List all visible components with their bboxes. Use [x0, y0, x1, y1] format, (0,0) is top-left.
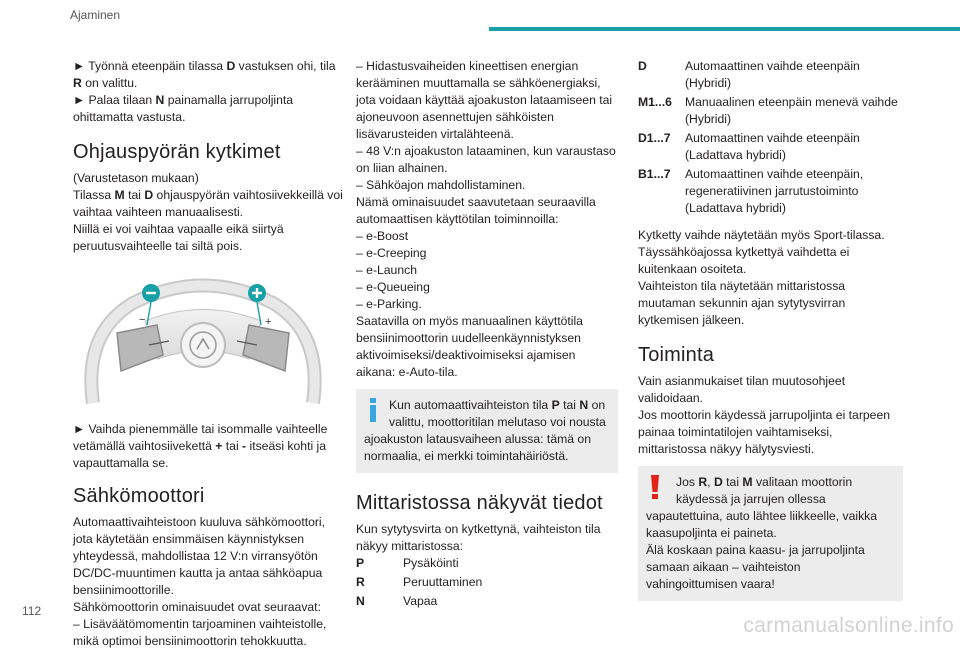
- mode-item: – e-Creeping: [356, 246, 427, 260]
- warning-icon: [646, 474, 664, 500]
- electric-mode-note: Täyssähköajossa kytkettyä vaihdetta ei kuitenkaan osoiteta.: [638, 245, 850, 276]
- gear-definition: N Vapaa: [356, 594, 438, 608]
- steering-wheel-drawing: [73, 263, 335, 413]
- operation-alert-text: Jos moottorin käydessä jarrupoljinta ei tarpeen painaa toimintatilojen vaihtamiseksi, mittaristossa näkyy hälytysviesti.: [638, 408, 891, 456]
- feature-item: – Hidastusvaiheiden kineettisen energian kerääminen muuttamalla se sähköenergiaksi, jota voidaan käyttää ajoakuston lataamiseen tai ajoneuvoon asennettujen sähköisten lisävarusteiden virtalähteenä.: [356, 59, 613, 141]
- page-number: 112: [22, 604, 42, 618]
- gear-definition: M1...6 Manuaalinen eteenpäin menevä vaihde (Hybridi): [638, 95, 898, 126]
- info-icon: [364, 397, 382, 423]
- running-header: Ajaminen: [70, 8, 121, 22]
- paddle-limitation: Niillä ei voi vaihtaa vapaalle eikä siirtyä peruutusvaihteelle tai siltä pois.: [73, 222, 284, 253]
- heading-instrument-info: Mittaristossa näkyvät tiedot: [356, 492, 603, 514]
- watermark: carmanualsonline.info: [743, 614, 954, 637]
- electric-motor-feature-torque: – Lisäväätömomentin tarjoaminen vaihteistolle, mikä optimoi bensiinimoottorin tehokkuutta.: [73, 617, 327, 648]
- mode-item: – e-Parking.: [356, 297, 422, 311]
- feature-item: – Sähköajon mahdollistaminen.: [356, 178, 526, 192]
- heading-electric-motor: Sähkömoottori: [73, 485, 205, 507]
- sport-mode-note: Kytketty vaihde näytetään myös Sport-tilassa.: [638, 228, 885, 242]
- electric-motor-features-intro: Sähkömoottorin ominaisuudet ovat seuraavat:: [73, 600, 321, 614]
- mode-item: – e-Queueing: [356, 280, 430, 294]
- paddle-description: Tilassa M tai D ohjauspyörän vaihtosiivekkeillä voi vaihtaa vaihteen manuaalisesti.: [73, 188, 343, 219]
- header-accent-bar: [489, 27, 960, 31]
- gear-definition: R Peruuttaminen: [356, 575, 483, 589]
- gear-definition: B1...7 Automaattinen vaihde eteenpäin, regeneratiivinen jarrutustoiminto (Ladattava hybridi): [638, 167, 864, 215]
- equipment-note: (Varustetason mukaan): [73, 171, 199, 185]
- gear-definition: P Pysäköinti: [356, 556, 459, 570]
- display-intro: Kun sytytysvirta on kytkettynä, vaihteiston tila näkyy mittaristossa:: [356, 522, 601, 553]
- warning-second-paragraph: Älä koskaan paina kaasu- ja jarrupoljinta samaan aikaan – vaihteiston vahingoittumisen vaara!: [646, 543, 865, 591]
- info-note: Kun automaattivaihteiston tila P tai N on valittu, moottoritilan melutaso voi nousta ajoakuston latausvaiheen alussa: tämä on normaalia, ei merkki toimintahäiriöstä.: [356, 389, 618, 473]
- bullet-change-gear: ► Vaihda pienemmälle tai isommalle vaihteelle vetämällä vaihtosiivekettä + tai - itseäsi kohti ja vapauttamalla se.: [73, 422, 328, 470]
- warning-note: Jos R, D tai M valitaan moottorin käydessä ja jarrujen ollessa vapautettuina, auto lähtee liikkeelle, vaikka kaasupoljinta ei paineta. Älä koskaan paina kaasu- ja jarrupoljinta samaan aikaan – vaihteiston vahingoittumisen vaara!: [638, 466, 903, 601]
- electric-motor-intro: Automaattivaihteistoon kuuluva sähkömoottori, jota käytetään ensimmäisen käynnistyksen yhteydessä, mahdollistaa 12 V:n virransyötön DC/DC-muuntimen kautta ja antaa sähköapua bensiinimoottorille.: [73, 515, 326, 597]
- status-display-note: Vaihteiston tila näytetään mittaristossa muutaman sekunnin ajan sytytysvirran kytkemisen jälkeen.: [638, 279, 846, 327]
- gear-definition: D1...7 Automaattinen vaihde eteenpäin (Ladattava hybridi): [638, 131, 860, 162]
- gear-definition: D Automaattinen vaihde eteenpäin (Hybridi): [638, 59, 860, 90]
- paddle-plus-label: +: [265, 316, 272, 328]
- modes-intro: Nämä ominaisuudet saavutetaan seuraavilla automaattisen käyttötilan toiminnoilla:: [356, 195, 596, 226]
- column-3: [638, 58, 903, 601]
- feature-item: – 48 V:n ajoakuston lataaminen, kun varaustaso on liian alhainen.: [356, 144, 616, 175]
- bullet-return-neutral: ► Palaa tilaan N painamalla jarrupoljinta ohittamatta vastusta.: [73, 93, 294, 124]
- mode-item: – e-Boost: [356, 229, 409, 243]
- steering-wheel-illustration: [73, 263, 335, 413]
- heading-paddle-switches: Ohjauspyörän kytkimet: [73, 141, 281, 163]
- mode-item: – e-Launch: [356, 263, 417, 277]
- paddle-minus-label: −: [139, 314, 146, 326]
- column-2: [356, 58, 618, 610]
- bullet-push-forward: ► Työnnä eteenpäin tilassa D vastuksen ohi, tila R on valittu.: [73, 59, 336, 90]
- heading-operation: Toiminta: [638, 344, 715, 366]
- operation-valid-text: Vain asianmukaiset tilan muutosohjeet validoidaan.: [638, 374, 846, 405]
- manual-mode-text: Saatavilla on myös manuaalinen käyttötila bensiinimoottorin uudelleenkäynnistyksen aktivoimiseksi/deaktivoimiseksi ajamisen aikana: e-Auto-tila.: [356, 314, 583, 379]
- column-1: [73, 58, 343, 650]
